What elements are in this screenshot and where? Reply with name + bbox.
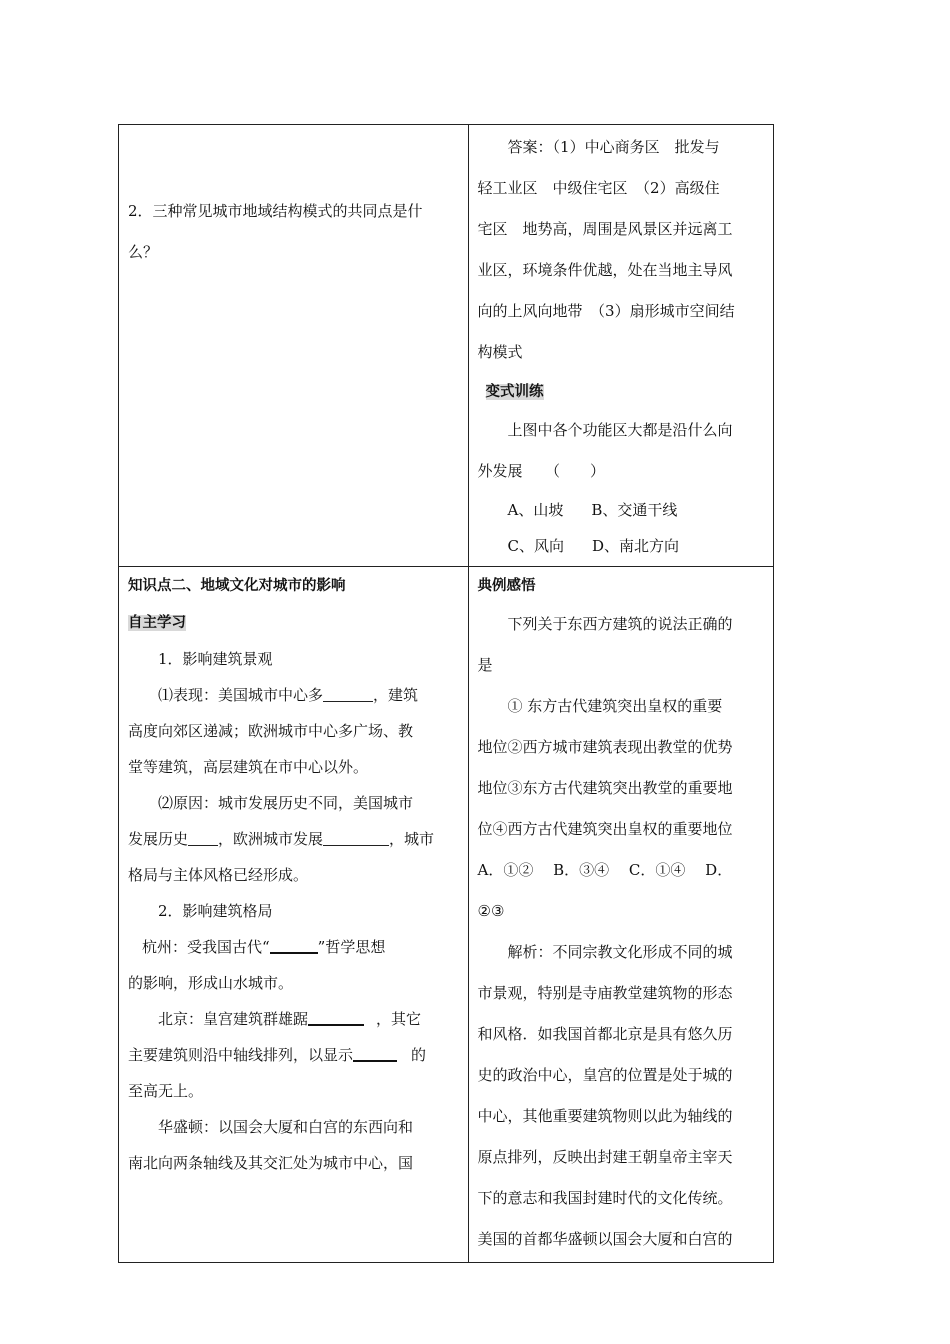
item2-title: 2．影响建筑格局 [158,902,273,920]
study-table [118,124,774,1263]
fill-blank[interactable] [323,827,389,846]
beijing-line3: 至高无上。 [128,1082,204,1100]
left-cell-row1 [119,125,469,567]
p2-line1: ⑵原因：城市发展历史不同，美国城市 [158,794,414,812]
example-question-line2: 是 [477,656,493,674]
statement-line: 位④西方古代建筑突出皇权的重要地位 [477,820,733,838]
example-heading: 典例感悟 [477,578,536,594]
options-ab [478,492,766,528]
right-cell-row1 [468,125,773,567]
statement-line: 地位③东方古代建筑突出教堂的重要地 [477,779,733,797]
option-b: B、交通干线 [591,501,678,519]
answer-line: 构模式 [477,343,523,361]
table-row [119,125,774,567]
table-row [119,567,774,1263]
question-2-line2: 么？ [128,243,159,261]
variant-training-heading: 变式训练 [485,384,544,400]
answer-line: 轻工业区 中级住宅区 （2）高级住 [477,179,720,197]
hangzhou-line1: 杭州：受我国古代“ ”哲学思想 [128,929,461,965]
fill-blank[interactable] [188,827,218,846]
item1-title: 1．影响建筑景观 [158,650,273,668]
hangzhou-line2: 的影响，形成山水城市。 [128,974,294,992]
fill-blank[interactable] [270,934,318,954]
answer-line: 业区，环境条件优越，处在当地主导风 [477,261,733,279]
self-study-heading: 自主学习 [128,615,186,631]
analysis-line: 解析：不同宗教文化形成不同的城 [507,943,733,961]
washington-line1: 华盛顿：以国会大厦和白宫的东西向和 [158,1118,414,1136]
washington-line2: 南北向两条轴线及其交汇处为城市中心，国 [128,1154,414,1172]
option-d: D、南北方向 [592,537,680,555]
answer-line: 宅区 地势高，周围是风景区并远离工 [477,220,733,238]
question-2-line1: 2．三种常见城市地域结构模式的共同点是什 [128,202,423,220]
p1-line2: 高度向郊区递减；欧洲城市中心多广场、教 [128,722,414,740]
analysis-line: 和风格．如我国首都北京是具有悠久历 [477,1025,733,1043]
answer-line: 向的上风向地带 （3）扇形城市空间结 [477,302,735,320]
beijing-line1: 北京：皇宫建筑群雄踞 ，其它 [128,1001,461,1037]
choices-line2: ②③ [477,902,505,920]
fill-blank[interactable] [308,1006,364,1026]
section-heading: 知识点二、地域文化对城市的影响 [128,578,346,594]
fill-blank[interactable] [323,683,373,702]
option-a: A、山坡 [507,501,564,519]
fill-blank[interactable] [353,1042,397,1062]
beijing-line2: 主要建筑则沿中轴线排列，以显示 的 [128,1037,461,1073]
p2-line2: 发展历史 ，欧洲城市发展 ，城市 [128,821,461,857]
variant-question-line1: 上图中各个功能区大都是沿什么向 [507,421,733,439]
p2-line3: 格局与主体风格已经形成。 [128,866,309,884]
analysis-line: 美国的首都华盛顿以国会大厦和白宫的 [477,1230,733,1248]
option-c: C、风向 [507,537,565,555]
options-cd [478,528,766,564]
analysis-line: 市景观，特别是寺庙教堂建筑物的形态 [477,984,733,1002]
right-cell-row2 [468,567,773,1263]
variant-question-line2: 外发展 （ ） [477,462,606,480]
answer-line: 答案：（1）中心商务区 批发与 [507,138,720,156]
analysis-line: 原点排列，反映出封建王朝皇帝主宰天 [477,1148,733,1166]
p1-line1: ⑴表现：美国城市中心多 ，建筑 [128,677,461,713]
left-cell-row2 [119,567,469,1263]
p1-line3: 堂等建筑，高层建筑在市中心以外。 [128,758,369,776]
analysis-line: 史的政治中心，皇宫的位置是处于城的 [477,1066,733,1084]
example-question-line1: 下列关于东西方建筑的说法正确的 [507,615,733,633]
choices-line1: A．①② B．③④ C．①④ D． [477,861,733,879]
analysis-line: 中心，其他重要建筑物则以此为轴线的 [477,1107,733,1125]
statement-line: 地位②西方城市建筑表现出教堂的优势 [477,738,733,756]
statement-line: ① 东方古代建筑突出皇权的重要 [507,697,723,715]
analysis-line: 下的意志和我国封建时代的文化传统。 [477,1189,733,1207]
